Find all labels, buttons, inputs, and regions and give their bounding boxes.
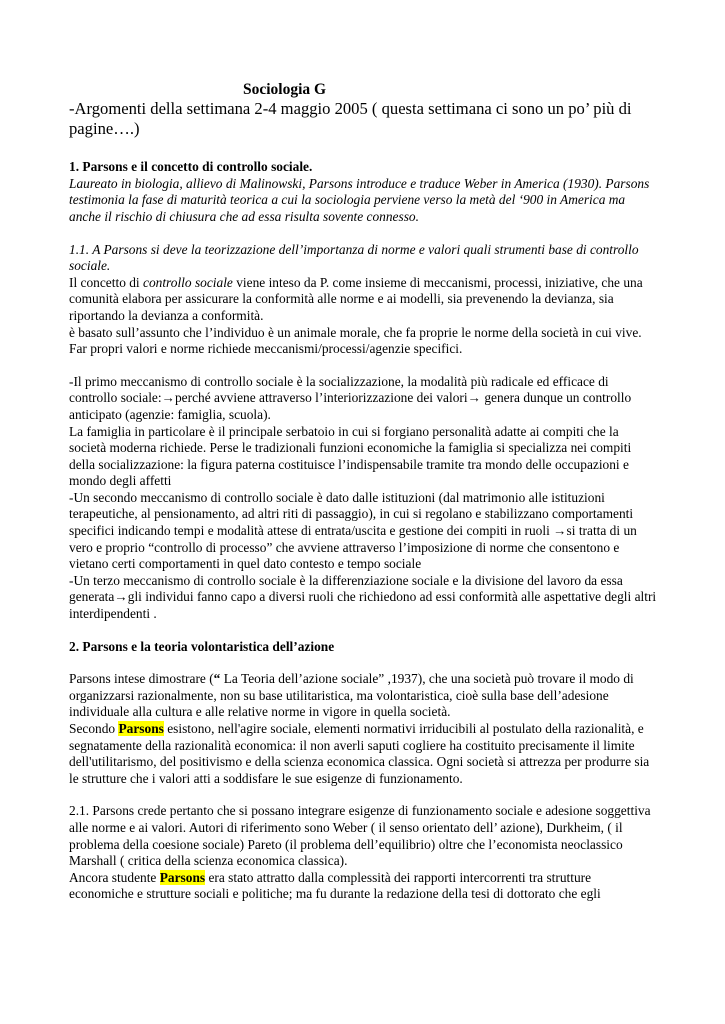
arrow-icon: → <box>114 589 128 605</box>
text-run: era stato attratto dalla complessità dei rapporti intercorrenti tra strutture economiche e strutture sociali e politiche; ma fu durante la redazione della tesi di dottorato che egli <box>69 869 601 902</box>
section-1-intro: Laureato in biologia, allievo di Malinowski, Parsons introduce e traduce Weber in America (1930). Parsons testimonia la fase di maturità teorica a cui la sociologia perviene verso la metà del ‘900 in America ma anche il rischio di chiusura che ad essa risulta sovente connesso. <box>69 175 650 224</box>
paragraph <box>69 671 657 721</box>
text-run-italic: controllo sociale <box>143 274 233 290</box>
paragraph <box>69 374 657 424</box>
paragraph: è basato sull’assunto che l’individuo è un animale morale, che fa proprie le norme della società in cui vive. <box>69 324 642 340</box>
text-run: Il concetto di <box>69 274 143 290</box>
text-run-bold: “ <box>213 671 221 687</box>
paragraph: 2.1. Parsons crede pertanto che si possano integrare esigenze di funzionamento sociale e adesione soggettiva alle norme e ai valori. Autori di riferimento sono Weber ( il senso orientato dell’ azione), Durkheim, ( il problema della coesione sociale) Pareto (il problema dell’equilibrio) oltre che l’economista neoclassico Marshall ( critica della scienza economica classica). <box>69 803 651 869</box>
section-2-heading: 2. Parsons e la teoria volontaristica dell’azione <box>69 638 335 654</box>
text-run: genera dunque un controllo anticipato (agenzie: famiglia, scuola). <box>69 390 632 422</box>
text-run: La Teoria dell’azione sociale” ,1937), che una società può trovare il modo di organizzarsi razionalmente, non su base utilitaristica, ma volontaristica, cioè sulla base dell’adesione individuale alla cultura e alle relative norme in vigore in quella società. <box>69 671 634 720</box>
arrow-icon: → <box>467 390 481 406</box>
text-run: perché avviene attraverso l’interiorizzazione dei valori <box>174 390 468 406</box>
text-run: esistono, nell'agire sociale, elementi normativi irriducibili al postulato della razionalità, e segnatamente della razionalità economica: il non averli saputi cogliere ha costituito precisamente il limite dell'utilitarismo, del positivismo e della scienza economica classica. Ogni società si attrezza per produrre sia le strutture che i valori atti a soddisfare le sue esigenze di funzionamento. <box>69 721 650 786</box>
text-run: viene inteso da P. come insieme di meccanismi, processi, iniziative, che una comunità elabora per assicurare la conformità alle norme e ai modelli, sia prevenendo la devianza, sia riportando la devianza a conformità. <box>69 274 643 323</box>
paragraph <box>69 490 657 573</box>
paragraph <box>69 870 657 903</box>
text-run: gli individui fanno capo a diversi ruoli che richiedono ad essi conformità alle aspettative degli altri interdipendenti . <box>69 589 657 622</box>
subsection-1-1-heading: 1.1. A Parsons si deve la teorizzazione dell’importanza di norme e valori quali strumenti base di controllo sociale. <box>69 241 639 274</box>
highlighted-term: Parsons <box>159 869 206 885</box>
paragraph: Far propri valori e norme richiede meccanismi/processi/agenzie specifici. <box>69 341 463 357</box>
text-run: -Un secondo meccanismo di controllo sociale è dato dalle istituzioni (dal matrimonio alle istituzioni terapeutiche, al pensionamento, ad altri riti di passaggio), in cui si regolano e stabilizzano comportamenti specifici indicando tempi e modalità attese di entrata/uscita e gestione dei compiti in ruoli <box>69 489 634 539</box>
arrow-icon: → <box>553 523 567 539</box>
text-run: Parsons intese dimostrare ( <box>69 671 214 687</box>
document-title: Sociologia G <box>243 81 327 98</box>
paragraph <box>69 573 657 623</box>
arrow-icon: → <box>161 390 175 406</box>
document-page <box>69 80 657 903</box>
highlighted-term: Parsons <box>118 721 164 736</box>
text-run: Secondo <box>69 721 119 736</box>
text-run: Ancora studente <box>69 869 160 885</box>
section-1-heading: 1. Parsons e il concetto di controllo sociale. <box>69 159 313 175</box>
paragraph <box>69 721 657 787</box>
text-run: -Un terzo meccanismo di controllo sociale è la differenziazione sociale e la divisione del lavoro da essa generata <box>69 572 623 605</box>
text-run: si tratta di un vero e proprio “controllo di processo” che avviene attraverso l’imposizione di norme che consentono e vietano certi comportamenti in quel dato contesto e tempo sociale <box>69 523 637 572</box>
text-run: -Il primo meccanismo di controllo sociale è la socializzazione, la modalità più radicale ed efficace di controllo sociale: <box>69 373 609 406</box>
paragraph <box>69 275 657 325</box>
paragraph: La famiglia in particolare è il principale serbatoio in cui si forgiano personalità adatte ai compiti che la società moderna richiede. Perse le tradizionali funzioni economiche la famiglia si specializza nei compiti della socializzazione: la figura paterna costituisce l’indispensabile tramite tra mondo delle occupazioni e mondo degli affetti <box>69 423 632 489</box>
document-subtitle: -Argomenti della settimana 2-4 maggio 2005 ( questa settimana ci sono un po’ più di pagine….) <box>69 99 632 138</box>
